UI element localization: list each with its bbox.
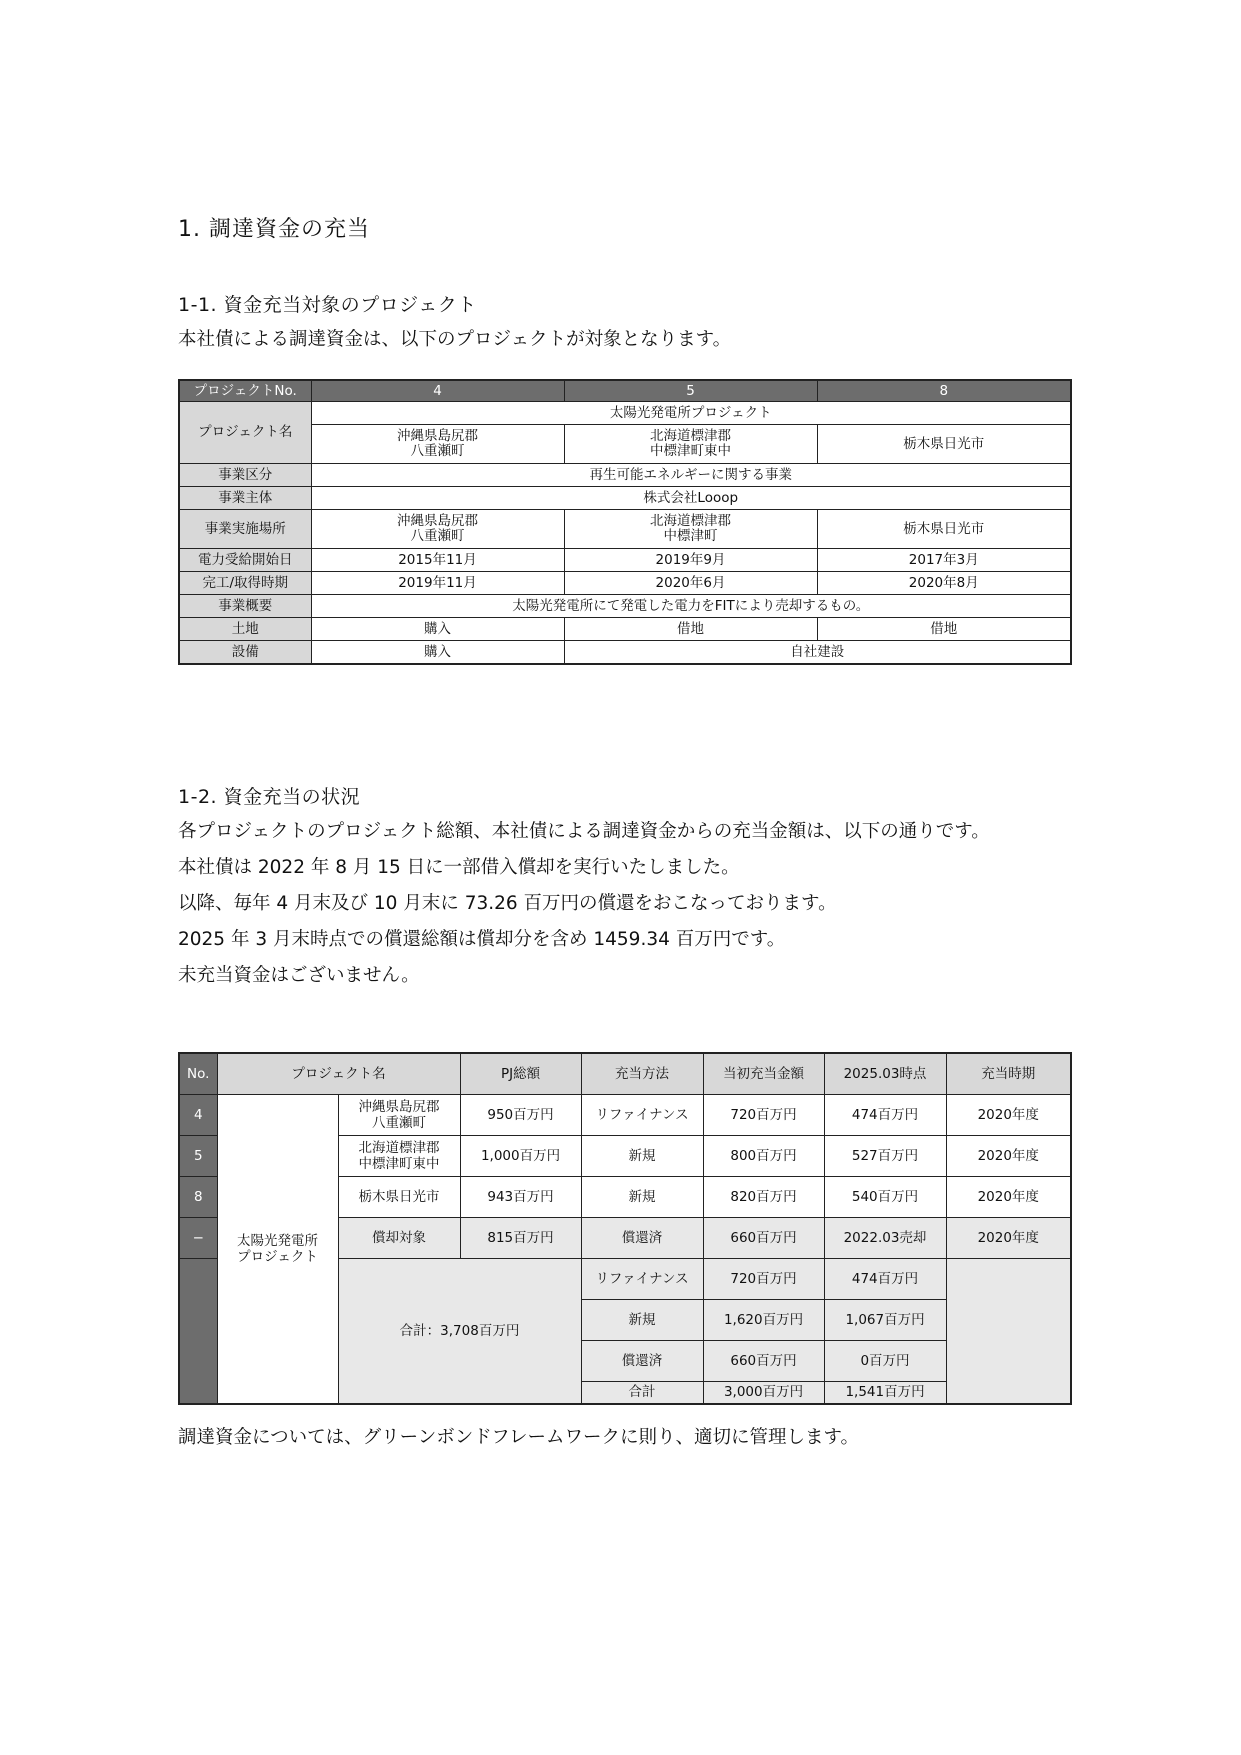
location-cell: 北海道標津郡 中標津町 — [564, 510, 817, 549]
row-name: 償却対象 — [338, 1218, 460, 1259]
summary-current: 0百万円 — [824, 1341, 946, 1382]
header-project-no: プロジェクトNo. — [179, 380, 311, 402]
label-business-entity: 事業主体 — [179, 487, 311, 510]
row-initial: 800百万円 — [703, 1136, 824, 1177]
subsection-title-1-1: 1-1. 資金充当対象のプロジェクト — [178, 294, 477, 316]
row-total: 943百万円 — [460, 1177, 581, 1218]
power-start-cell: 2017年3月 — [817, 549, 1071, 572]
row-method: 償還済 — [581, 1218, 703, 1259]
row-no: 5 — [179, 1136, 217, 1177]
business-category-cell: 再生可能エネルギーに関する事業 — [311, 464, 1071, 487]
row-total: 815百万円 — [460, 1218, 581, 1259]
group-name-cell: 太陽光発電所 プロジェクト — [217, 1095, 338, 1404]
label-equipment: 設備 — [179, 641, 311, 665]
row-period: 2020年度 — [946, 1177, 1071, 1218]
header-current: 2025.03時点 — [824, 1053, 946, 1095]
row-period: 2020年度 — [946, 1218, 1071, 1259]
row-period: 2020年度 — [946, 1136, 1071, 1177]
label-completion: 完工/取得時期 — [179, 572, 311, 595]
location-cell: 栃木県日光市 — [817, 510, 1071, 549]
status-line: 2025 年 3 月末時点での償還総額は償却分を含め 1459.34 百万円です。 — [178, 929, 786, 950]
row-method: 新規 — [581, 1136, 703, 1177]
project-no-cell: 4 — [311, 380, 564, 402]
status-line: 各プロジェクトのプロジェクト総額、本社債による調達資金からの充当金額は、以下の通りです。 — [178, 821, 990, 842]
equipment-cell: 購入 — [311, 641, 564, 665]
header-no: No. — [179, 1053, 217, 1095]
completion-cell: 2019年11月 — [311, 572, 564, 595]
label-summary: 事業概要 — [179, 595, 311, 618]
summary-method: 新規 — [581, 1300, 703, 1341]
summary-method: 合計 — [581, 1382, 703, 1404]
business-entity-cell: 株式会社Looop — [311, 487, 1071, 510]
row-no: 4 — [179, 1095, 217, 1136]
label-power-start: 電力受給開始日 — [179, 549, 311, 572]
project-group-cell: 太陽光発電所プロジェクト — [311, 402, 1071, 425]
section-title: 1. 調達資金の充当 — [178, 217, 370, 242]
row-period: 2020年度 — [946, 1095, 1071, 1136]
project-no-cell: 8 — [817, 380, 1071, 402]
summary-current: 1,541百万円 — [824, 1382, 946, 1404]
project-no-cell: 5 — [564, 380, 817, 402]
row-current: 474百万円 — [824, 1095, 946, 1136]
header-project-name: プロジェクト名 — [217, 1053, 460, 1095]
summary-current: 474百万円 — [824, 1259, 946, 1300]
row-name: 北海道標津郡 中標津町東中 — [338, 1136, 460, 1177]
label-land: 土地 — [179, 618, 311, 641]
land-cell: 借地 — [564, 618, 817, 641]
row-current: 540百万円 — [824, 1177, 946, 1218]
label-project-name: プロジェクト名 — [179, 402, 311, 464]
summary-initial: 660百万円 — [703, 1341, 824, 1382]
row-no: 8 — [179, 1177, 217, 1218]
summary-period-cell — [946, 1259, 1071, 1404]
row-name: 栃木県日光市 — [338, 1177, 460, 1218]
equipment-cell: 自社建設 — [564, 641, 1071, 665]
summary-method: リファイナンス — [581, 1259, 703, 1300]
header-initial: 当初充当金額 — [703, 1053, 824, 1095]
summary-no-cell — [179, 1259, 217, 1404]
power-start-cell: 2019年9月 — [564, 549, 817, 572]
land-cell: 購入 — [311, 618, 564, 641]
row-total: 1,000百万円 — [460, 1136, 581, 1177]
location-cell: 沖縄県島尻郡 八重瀬町 — [311, 510, 564, 549]
footer-text: 調達資金については、グリーンボンドフレームワークに則り、適切に管理します。 — [178, 1427, 859, 1448]
status-line: 未充当資金はございません。 — [178, 965, 420, 986]
summary-current: 1,067百万円 — [824, 1300, 946, 1341]
row-total: 950百万円 — [460, 1095, 581, 1136]
header-period: 充当時期 — [946, 1053, 1071, 1095]
row-initial: 720百万円 — [703, 1095, 824, 1136]
status-line: 以降、毎年 4 月末及び 10 月末に 73.26 百万円の償還をおこなっております。 — [178, 893, 837, 914]
summary-initial: 1,620百万円 — [703, 1300, 824, 1341]
project-name-cell: 北海道標津郡 中標津町東中 — [564, 425, 817, 464]
header-method: 充当方法 — [581, 1053, 703, 1095]
project-name-cell: 栃木県日光市 — [817, 425, 1071, 464]
completion-cell: 2020年8月 — [817, 572, 1071, 595]
summary-initial: 3,000百万円 — [703, 1382, 824, 1404]
completion-cell: 2020年6月 — [564, 572, 817, 595]
summary-initial: 720百万円 — [703, 1259, 824, 1300]
sum-total-cell: 合計：3,708百万円 — [338, 1259, 581, 1404]
row-name: 沖縄県島尻郡 八重瀬町 — [338, 1095, 460, 1136]
label-business-category: 事業区分 — [179, 464, 311, 487]
summary-method: 償還済 — [581, 1341, 703, 1382]
row-no: − — [179, 1218, 217, 1259]
allocation-table — [178, 1052, 1072, 1405]
row-current: 2022.03売却 — [824, 1218, 946, 1259]
subsection-title-1-2: 1-2. 資金充当の状況 — [178, 786, 361, 808]
label-location: 事業実施場所 — [179, 510, 311, 549]
power-start-cell: 2015年11月 — [311, 549, 564, 572]
project-name-cell: 沖縄県島尻郡 八重瀬町 — [311, 425, 564, 464]
summary-cell: 太陽光発電所にて発電した電力をFITにより売却するもの。 — [311, 595, 1071, 618]
row-current: 527百万円 — [824, 1136, 946, 1177]
status-text — [178, 814, 990, 994]
intro-text: 本社債による調達資金は、以下のプロジェクトが対象となります。 — [178, 329, 732, 350]
row-initial: 660百万円 — [703, 1218, 824, 1259]
row-method: 新規 — [581, 1177, 703, 1218]
row-initial: 820百万円 — [703, 1177, 824, 1218]
header-pj-total: PJ総額 — [460, 1053, 581, 1095]
land-cell: 借地 — [817, 618, 1071, 641]
status-line: 本社債は 2022 年 8 月 15 日に一部借入償却を実行いたしました。 — [178, 857, 740, 878]
row-method: リファイナンス — [581, 1095, 703, 1136]
project-table — [178, 379, 1072, 665]
